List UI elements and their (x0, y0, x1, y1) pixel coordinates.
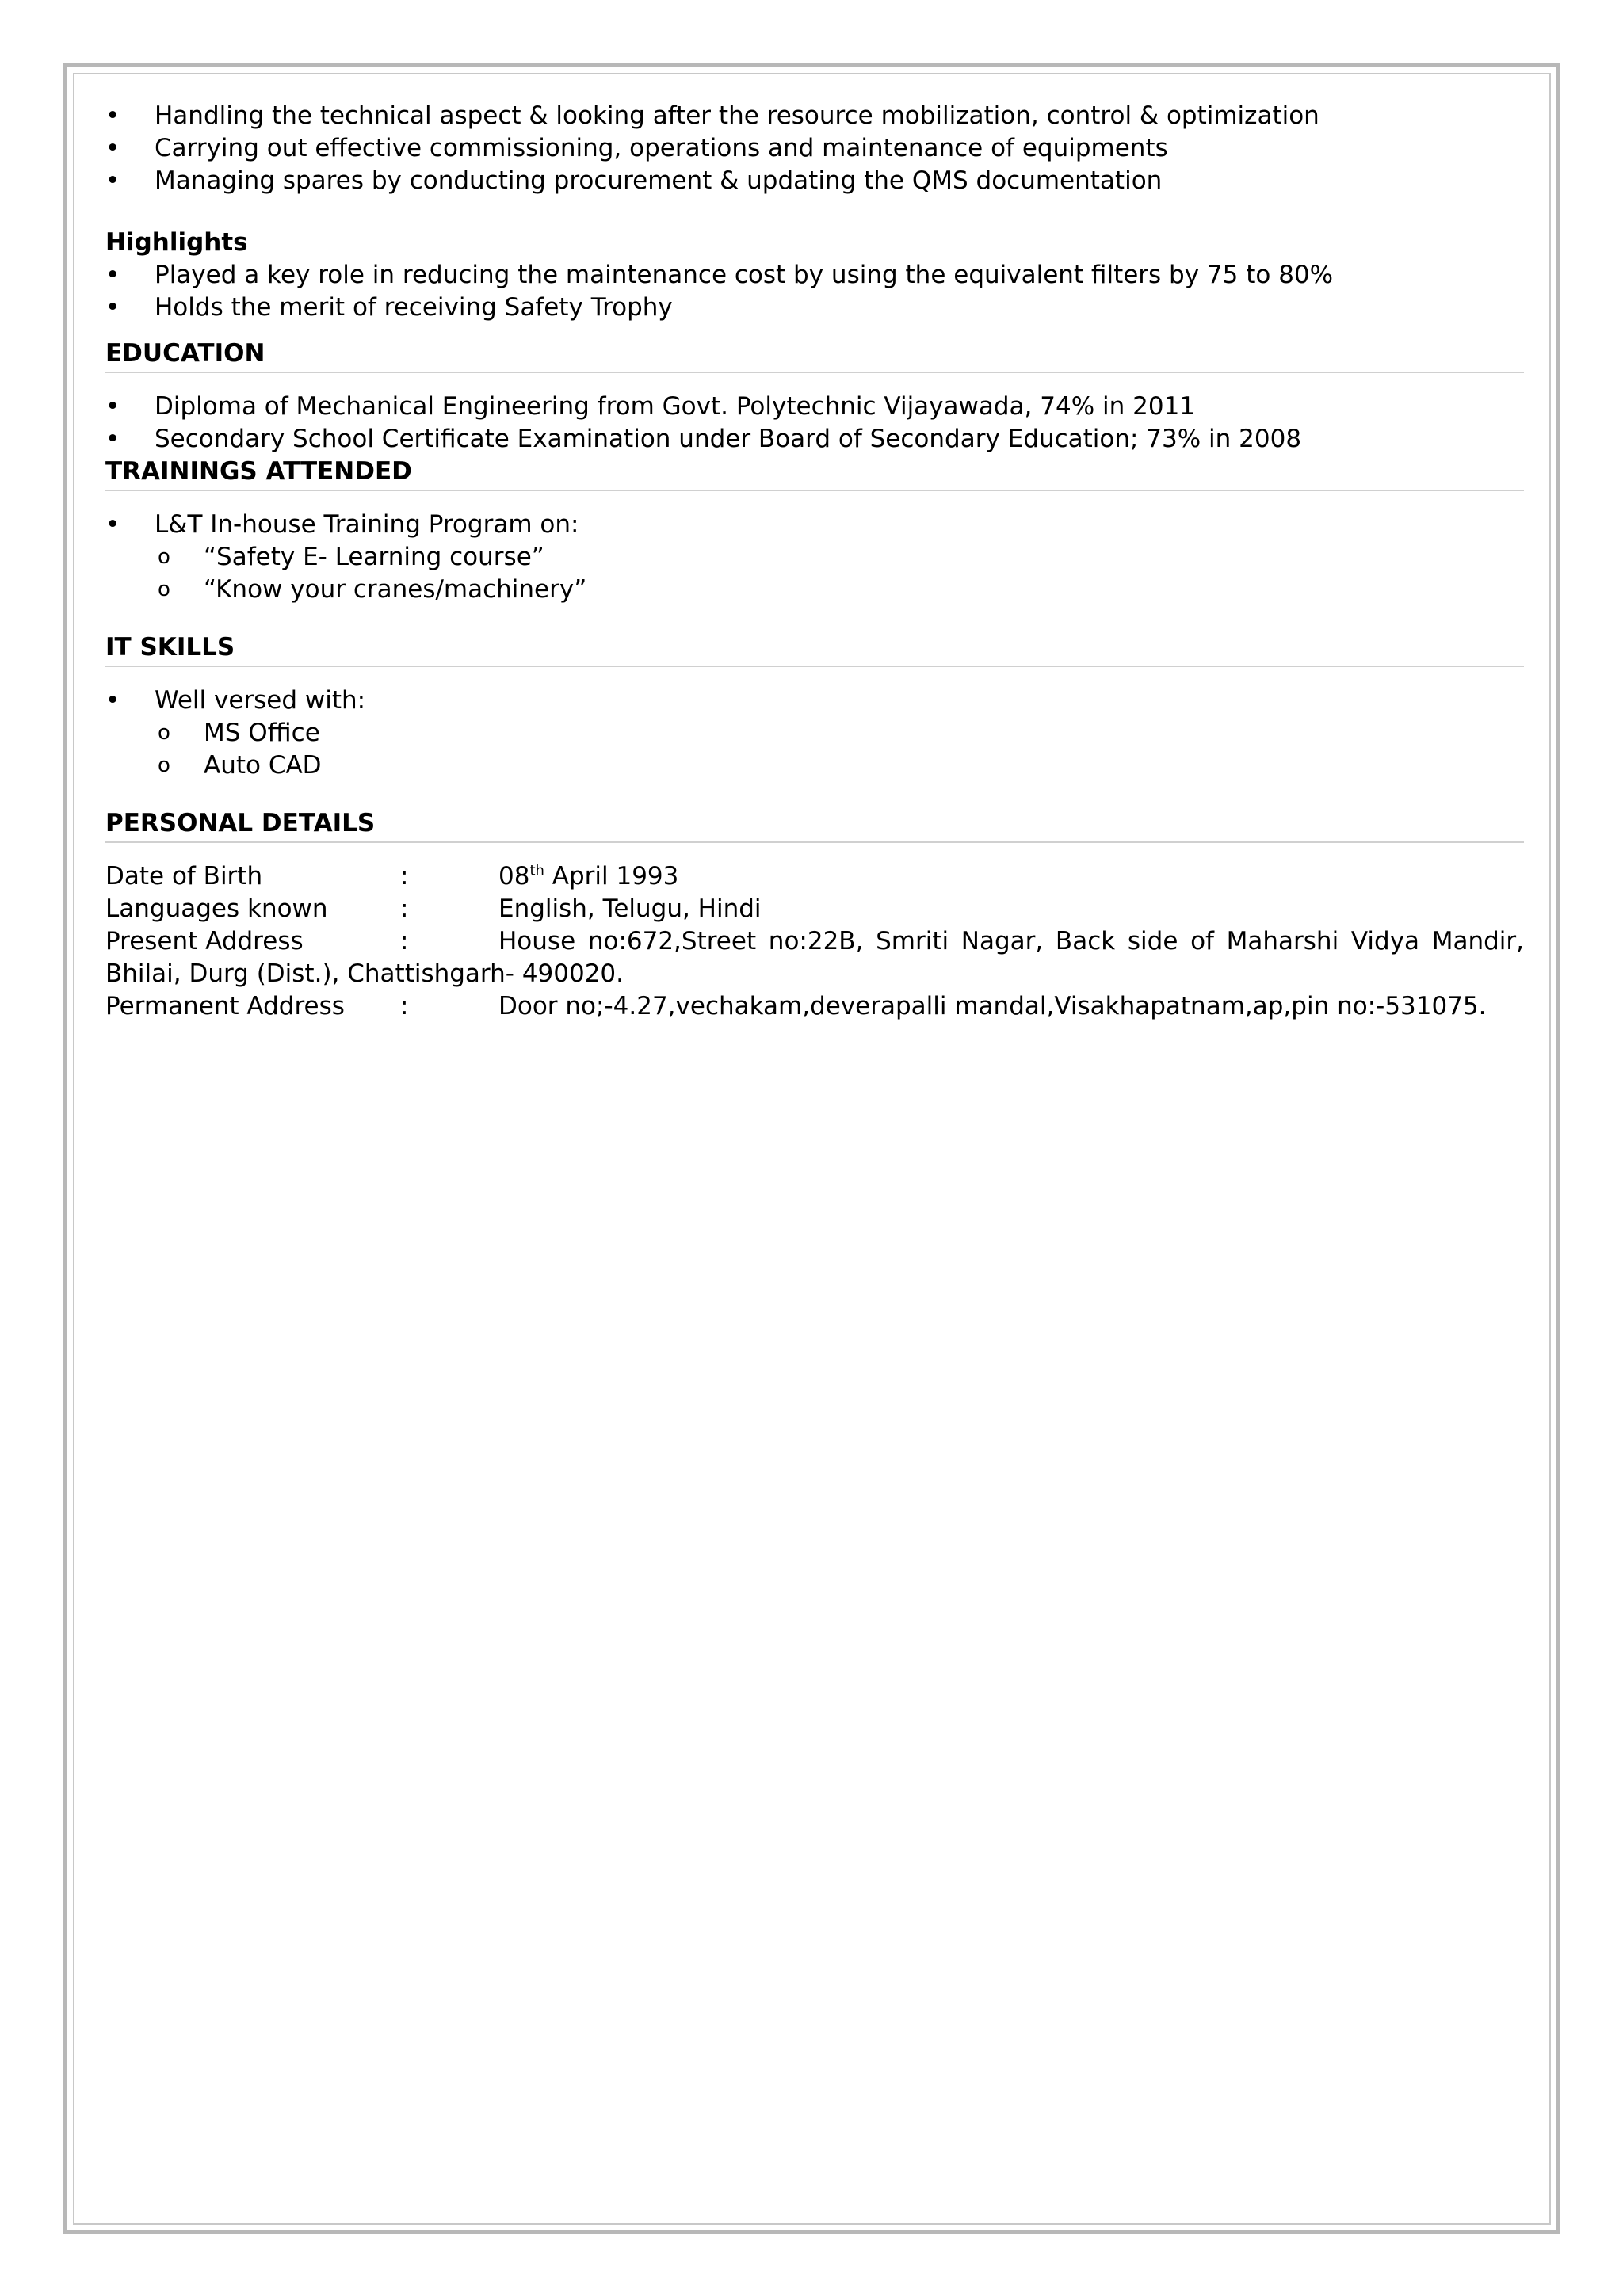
permanent-address-label: Permanent Address (105, 992, 345, 1020)
present-address-row (105, 925, 1524, 990)
list-item: o MS Office (105, 717, 1524, 749)
list-item: • Played a key role in reducing the maintenance cost by using the equivalent filters by 75 to 80% (105, 259, 1524, 292)
list-item (105, 509, 1524, 606)
list-item: • Secondary School Certificate Examination under Board of Secondary Education; 73% in 2008 (105, 423, 1524, 456)
dob-colon: : (400, 862, 409, 891)
dob-row (105, 860, 1524, 893)
list-item: o “Know your cranes/machinery” (105, 574, 1524, 606)
languages-value: English, Telugu, Hindi (498, 894, 762, 923)
list-item: • Handling the technical aspect & looking after the resource mobilization, control & optimization (105, 100, 1524, 132)
list-item: o “Safety E- Learning course” (105, 541, 1524, 574)
resume-page (105, 100, 1524, 1023)
training-courses (105, 541, 1524, 606)
permanent-address-row (105, 990, 1524, 1023)
list-item: • Holds the merit of receiving Safety Trophy (105, 292, 1524, 324)
languages-label: Languages known (105, 894, 328, 923)
education-list (105, 391, 1524, 456)
list-item: o Auto CAD (105, 749, 1524, 782)
it-skills-items (105, 717, 1524, 782)
permanent-address-value: Door no;-4.27,vechakam,deverapalli mandal,Visakhapatnam,ap,pin no:-531075. (498, 992, 1487, 1020)
it-skills-heading: IT SKILLS (105, 631, 1524, 667)
training-program: L&T In-house Training Program on: (155, 510, 579, 539)
languages-row (105, 893, 1524, 925)
dob-rest: April 1993 (544, 862, 679, 891)
dob-suffix: th (529, 862, 544, 879)
dob-day: 08 (498, 862, 530, 891)
present-address-label: Present Address (105, 927, 304, 955)
list-item: • Managing spares by conducting procurement & updating the QMS documentation (105, 165, 1524, 197)
education-heading: EDUCATION (105, 338, 1524, 373)
highlights-list (105, 259, 1524, 324)
list-item: • Diploma of Mechanical Engineering from Govt. Polytechnic Vijayawada, 74% in 2011 (105, 391, 1524, 423)
present-address-value: House no:672,Street no:22B, Smriti Nagar, Back side of Maharshi Vidya Mandir, Bhilai, Durg (Dist.), Chattishgarh- 490020. (105, 927, 1524, 988)
it-skills-list (105, 685, 1524, 782)
dob-value (498, 860, 1524, 893)
present-address-colon: : (400, 927, 409, 955)
list-item: • Carrying out effective commissioning, operations and maintenance of equipments (105, 132, 1524, 165)
list-item (105, 685, 1524, 782)
trainings-heading: TRAININGS ATTENDED (105, 456, 1524, 491)
languages-colon: : (400, 894, 409, 923)
permanent-address-colon: : (400, 992, 409, 1020)
highlights-heading: Highlights (105, 228, 248, 257)
dob-label: Date of Birth (105, 862, 263, 891)
responsibilities-list (105, 100, 1524, 197)
personal-details-heading: PERSONAL DETAILS (105, 807, 1524, 843)
trainings-list (105, 509, 1524, 606)
it-skills-intro: Well versed with: (155, 686, 366, 715)
